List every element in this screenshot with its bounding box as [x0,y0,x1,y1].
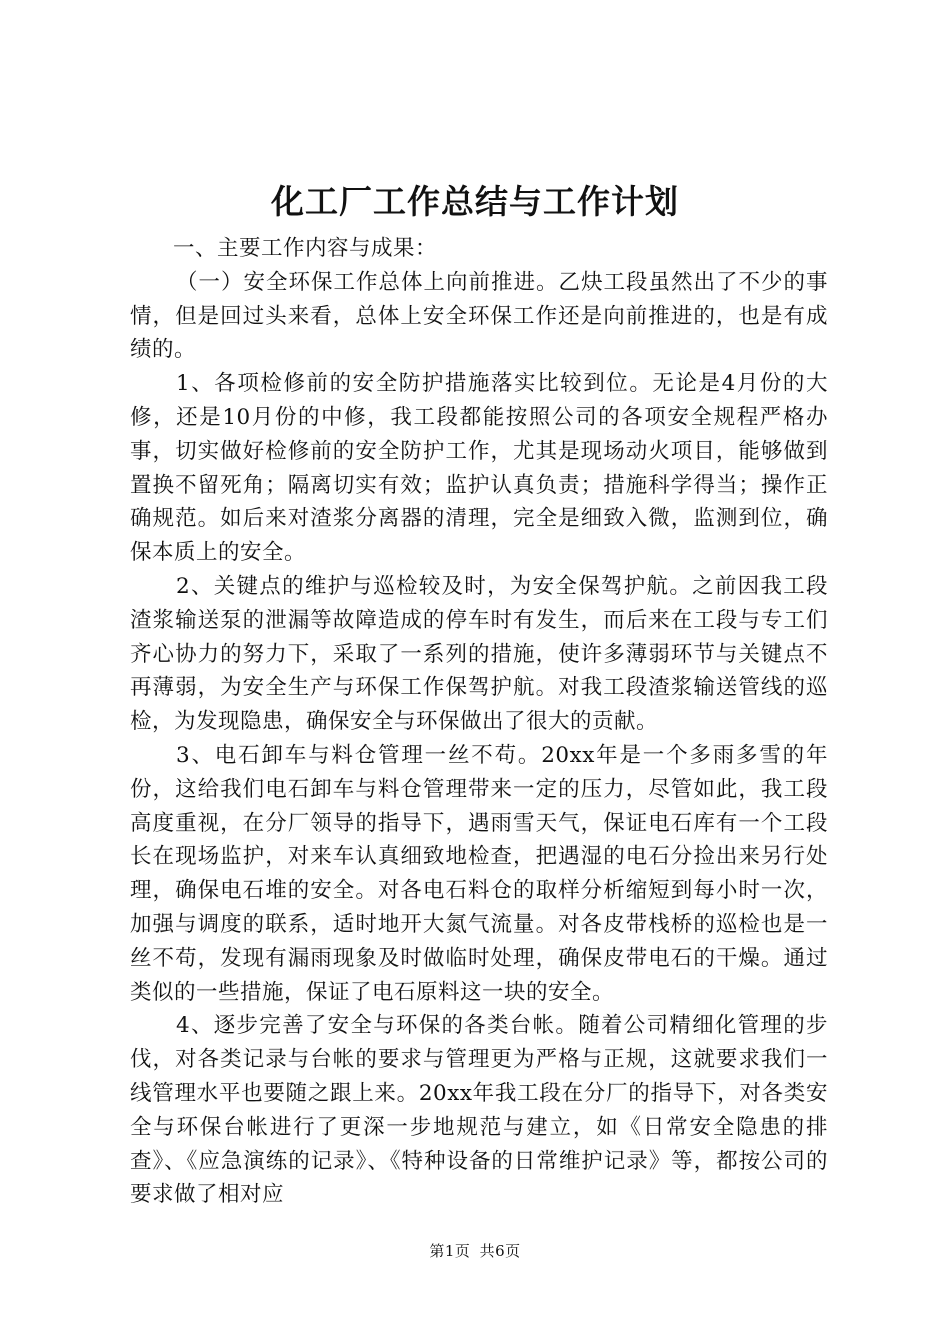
section-heading: 一、主要工作内容与成果： [173,236,438,261]
page-total: 共6页 [479,1242,521,1260]
document-body [130,232,828,1212]
document-title: 化工厂工作总结与工作计划 [271,182,679,221]
body-paragraph-1: 1、各项检修前的安全防护措施落实比较到位。无论是4月份的大修，还是10月份的中修，我工段都能按照公司的各项安全规程严格办事，切实做好检修前的安全防护工作，尤其是现场动火项目，能够做到置换不留死角；隔离切实有效；监护认真负责；措施科学得当；操作正确规范。如后来对渣浆分离器的清理，完全是细致入微，监测到位，确保本质上的安全。 [130,371,828,566]
body-paragraph-3: 3、电石卸车与料仓管理一丝不苟。20xx年是一个多雨多雪的年份，这给我们电石卸车与料仓管理带来一定的压力，尽管如此，我工段高度重视，在分厂领导的指导下，遇雨雪天气，保证电石库有一个工段长在现场监护，对来车认真细致地检查，把遇湿的电石分捡出来另行处理，确保电石堆的安全。对各电石料仓的取样分析缩短到每小时一次，加强与调度的联系，适时地开大氮气流量。对各皮带栈桥的巡检也是一丝不苟，发现有漏雨现象及时做临时处理，确保皮带电石的干燥。通过类似的一些措施，保证了电石原料这一块的安全。 [130,742,828,1005]
page-footer [0,1240,950,1261]
subsection-paragraph: （一）安全环保工作总体上向前推进。乙炔工段虽然出了不少的事情，但是回过头来看，总体上安全环保工作还是向前推进的，也是有成绩的。 [130,269,828,363]
body-paragraph-4: 4、逐步完善了安全与环保的各类台帐。随着公司精细化管理的步伐，对各类记录与台帐的要求与管理更为严格与正规，这就要求我们一线管理水平也要随之跟上来。20xx年我工段在分厂的指导下，对各类安全与环保台帐进行了更深一步地规范与建立，如《日常安全隐患的排查》、《应急演练的记录》、《特种设备的日常维护记录》等，都按公司的要求做了相对应 [130,1013,828,1208]
body-paragraph-2: 2、关键点的维护与巡检较及时，为安全保驾护航。之前因我工段渣浆输送泵的泄漏等故障造成的停车时有发生，而后来在工段与专工们齐心协力的努力下，采取了一系列的措施，使许多薄弱环节与关键点不再薄弱，为安全生产与环保工作保驾护航。对我工段渣浆输送管线的巡检，为发现隐患，确保安全与环保做出了很大的贡献。 [130,573,828,735]
page-number: 第1页 [429,1242,471,1260]
